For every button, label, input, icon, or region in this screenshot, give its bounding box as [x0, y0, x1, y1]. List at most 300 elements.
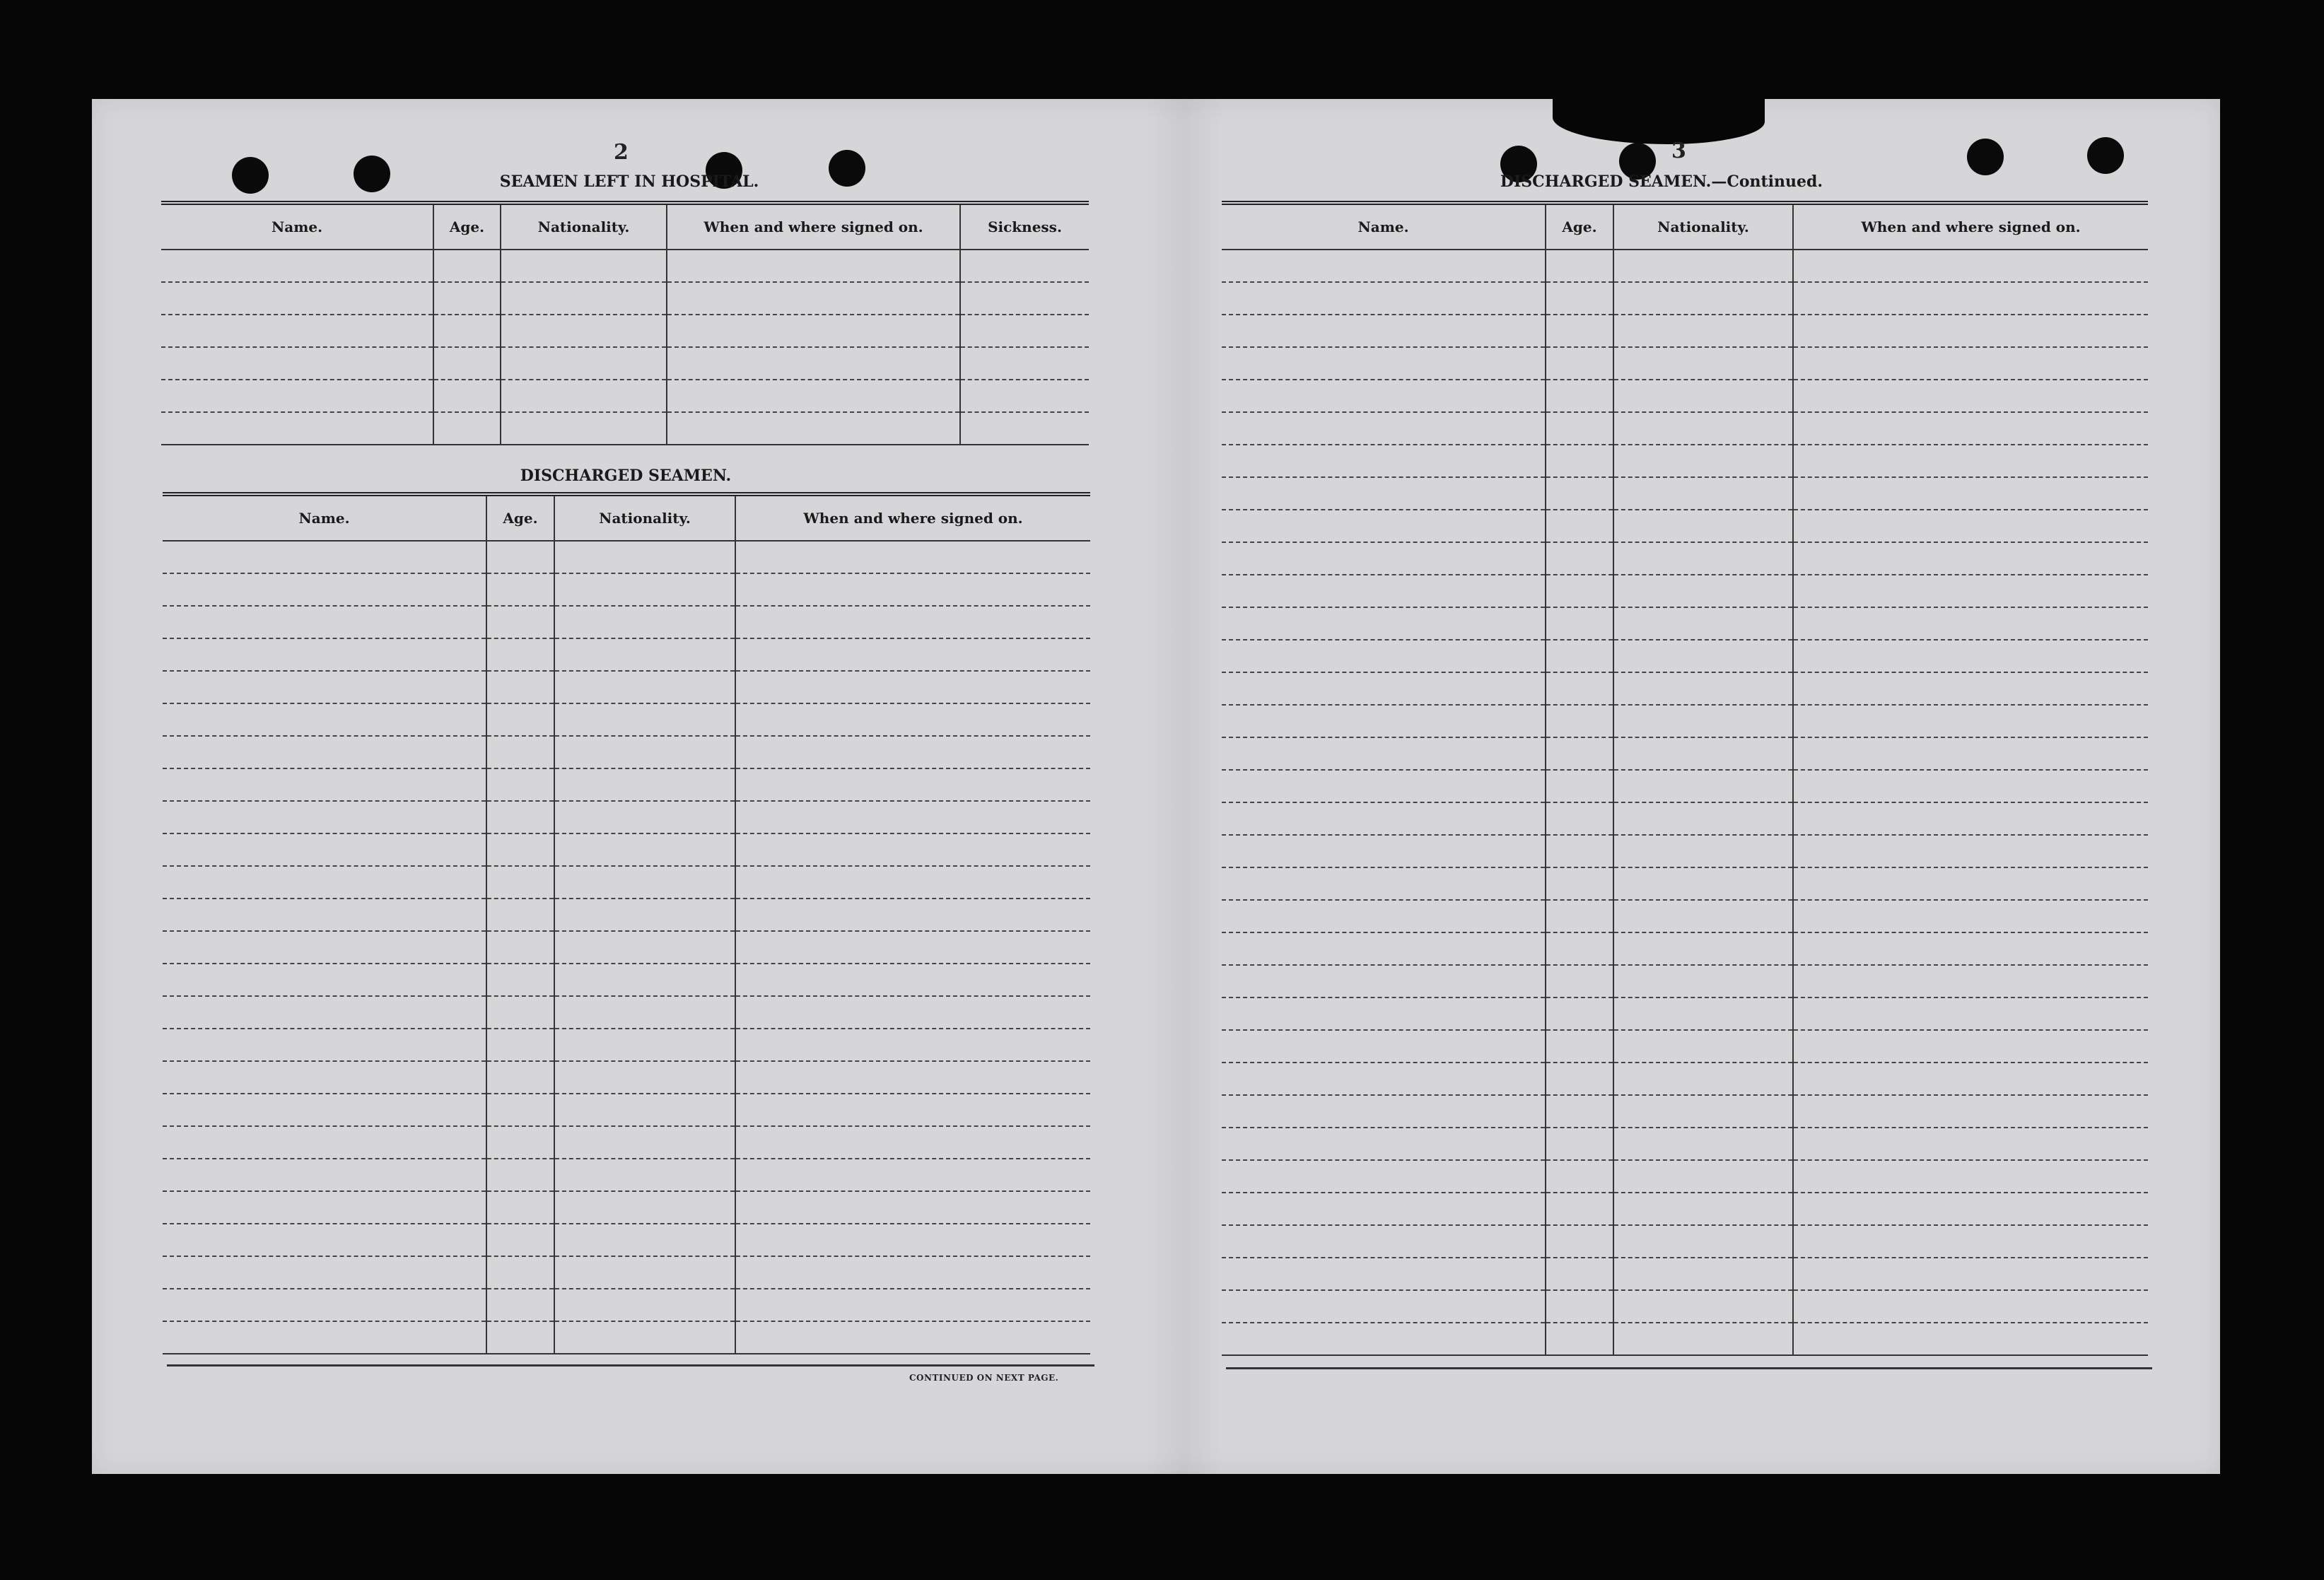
blank-cell: [1222, 445, 1546, 477]
blank-cell: [554, 638, 735, 671]
blank-cell: [163, 638, 486, 671]
blank-cell: [1613, 607, 1793, 640]
blank-cell: [1793, 737, 2148, 770]
discharged-table: [163, 492, 1090, 1354]
bottom-rule: [1226, 1367, 2152, 1369]
blank-cell: [735, 1061, 1090, 1094]
table-row: [163, 671, 1090, 703]
blank-cell: [1222, 770, 1546, 802]
blank-cell: [1793, 412, 2148, 445]
blank-cell: [1222, 542, 1546, 575]
hospital-table-body: [161, 250, 1089, 445]
blank-cell: [554, 1159, 735, 1191]
col-header-age: Age.: [433, 203, 501, 250]
blank-cell: [1546, 347, 1613, 380]
blank-cell: [1793, 1225, 2148, 1258]
blank-cell: [1222, 1095, 1546, 1128]
blank-cell: [1222, 640, 1546, 672]
blank-cell: [554, 1029, 735, 1061]
blank-cell: [1613, 1030, 1793, 1063]
blank-cell: [1613, 737, 1793, 770]
table-row: [1222, 1063, 2148, 1095]
blank-cell: [1613, 1128, 1793, 1160]
blank-cell: [1222, 997, 1546, 1030]
blank-cell: [433, 282, 501, 315]
table-row: [1222, 1258, 2148, 1290]
blank-cell: [1613, 835, 1793, 867]
table-row: [163, 833, 1090, 866]
table-row: [1222, 705, 2148, 737]
blank-cell: [163, 801, 486, 833]
blank-cell: [735, 899, 1090, 931]
blank-cell: [1546, 1160, 1613, 1193]
table-row: [163, 1256, 1090, 1289]
table-row: [1222, 997, 2148, 1030]
blank-cell: [1546, 802, 1613, 835]
blank-cell: [735, 671, 1090, 703]
table-row: [163, 801, 1090, 833]
table-row: [1222, 1323, 2148, 1355]
blank-cell: [486, 1061, 554, 1094]
blank-cell: [163, 931, 486, 964]
blank-cell: [1613, 1225, 1793, 1258]
table-row: [163, 996, 1090, 1029]
blank-cell: [163, 1256, 486, 1289]
table-row: [1222, 770, 2148, 802]
blank-cell: [486, 1256, 554, 1289]
blank-cell: [163, 899, 486, 931]
blank-cell: [1546, 932, 1613, 965]
blank-cell: [1546, 997, 1613, 1030]
blank-cell: [735, 1191, 1090, 1224]
table-row: [163, 964, 1090, 996]
blank-cell: [735, 801, 1090, 833]
blank-cell: [1793, 445, 2148, 477]
blank-cell: [486, 833, 554, 866]
table-row: [163, 931, 1090, 964]
blank-cell: [1613, 380, 1793, 412]
blank-cell: [1546, 1095, 1613, 1128]
blank-cell: [1222, 1225, 1546, 1258]
blank-cell: [1613, 802, 1793, 835]
blank-cell: [1546, 445, 1613, 477]
blank-cell: [1546, 640, 1613, 672]
blank-cell: [1546, 770, 1613, 802]
blank-cell: [1793, 640, 2148, 672]
blank-cell: [1793, 315, 2148, 347]
blank-cell: [667, 315, 960, 347]
blank-cell: [1222, 1128, 1546, 1160]
table-row: [1222, 802, 2148, 835]
blank-cell: [163, 1094, 486, 1126]
blank-cell: [1222, 705, 1546, 737]
table-row: [163, 1094, 1090, 1126]
table-row: [161, 282, 1089, 315]
blank-cell: [501, 315, 667, 347]
blank-cell: [1793, 770, 2148, 802]
blank-cell: [554, 703, 735, 736]
blank-cell: [1546, 867, 1613, 900]
blank-cell: [554, 1191, 735, 1224]
blank-cell: [1546, 672, 1613, 705]
blank-cell: [735, 964, 1090, 996]
table-row: [163, 1126, 1090, 1159]
col-header-sickness: Sickness.: [960, 203, 1089, 250]
col-header-nationality: Nationality.: [1613, 203, 1793, 250]
hospital-table: [161, 201, 1089, 445]
blank-cell: [554, 671, 735, 703]
blank-cell: [163, 1321, 486, 1354]
blank-cell: [486, 703, 554, 736]
col-header-nationality: Nationality.: [501, 203, 667, 250]
blank-cell: [486, 736, 554, 768]
blank-cell: [161, 250, 433, 282]
blank-cell: [1793, 510, 2148, 542]
blank-cell: [1793, 705, 2148, 737]
table-row: [1222, 477, 2148, 510]
blank-cell: [960, 282, 1089, 315]
blank-cell: [1546, 282, 1613, 315]
table-row: [1222, 672, 2148, 705]
blank-cell: [1793, 282, 2148, 315]
blank-cell: [1793, 965, 2148, 997]
blank-cell: [554, 1224, 735, 1256]
blank-cell: [486, 541, 554, 573]
blank-cell: [1222, 867, 1546, 900]
blank-cell: [163, 671, 486, 703]
table-row: [1222, 932, 2148, 965]
blank-cell: [735, 931, 1090, 964]
table-row: [1222, 900, 2148, 932]
blank-cell: [960, 347, 1089, 380]
blank-cell: [486, 899, 554, 931]
blank-cell: [1613, 900, 1793, 932]
blank-cell: [1793, 542, 2148, 575]
blank-cell: [554, 573, 735, 606]
blank-cell: [1222, 412, 1546, 445]
blank-cell: [1613, 867, 1793, 900]
punch-hole: [2087, 137, 2124, 174]
table-row: [163, 736, 1090, 768]
blank-cell: [554, 833, 735, 866]
table-row: [161, 412, 1089, 445]
blank-cell: [163, 1061, 486, 1094]
blank-cell: [735, 1094, 1090, 1126]
blank-cell: [554, 1256, 735, 1289]
blank-cell: [554, 1321, 735, 1354]
blank-cell: [735, 1224, 1090, 1256]
discharged-continued-title: DISCHARGED SEAMEN.—Continued.: [1500, 172, 1823, 191]
blank-cell: [1793, 1193, 2148, 1225]
discharged-continued-table-body: [1222, 250, 2148, 1355]
blank-cell: [735, 703, 1090, 736]
blank-cell: [1613, 445, 1793, 477]
blank-cell: [163, 703, 486, 736]
blank-cell: [1546, 607, 1613, 640]
blank-cell: [163, 1126, 486, 1159]
blank-cell: [667, 347, 960, 380]
blank-cell: [163, 1191, 486, 1224]
table-row: [1222, 835, 2148, 867]
page-number: 2: [614, 140, 629, 165]
table-row: [161, 347, 1089, 380]
blank-cell: [486, 866, 554, 899]
blank-cell: [1613, 412, 1793, 445]
table-row: [1222, 867, 2148, 900]
blank-cell: [1546, 965, 1613, 997]
table-row: [163, 541, 1090, 573]
blank-cell: [161, 315, 433, 347]
blank-cell: [735, 1321, 1090, 1354]
blank-cell: [433, 250, 501, 282]
blank-cell: [163, 1289, 486, 1321]
blank-cell: [486, 1191, 554, 1224]
blank-cell: [1793, 802, 2148, 835]
blank-cell: [554, 899, 735, 931]
table-row: [1222, 575, 2148, 607]
col-header-name: Name.: [161, 203, 433, 250]
blank-cell: [554, 931, 735, 964]
col-header-name: Name.: [1222, 203, 1546, 250]
blank-cell: [960, 250, 1089, 282]
blank-cell: [554, 606, 735, 638]
blank-cell: [735, 1159, 1090, 1191]
table-row: [1222, 737, 2148, 770]
blank-cell: [486, 964, 554, 996]
blank-cell: [1222, 737, 1546, 770]
punch-hole: [1967, 139, 2004, 175]
hospital-section-title: SEAMEN LEFT IN HOSPITAL.: [499, 172, 759, 191]
blank-cell: [1613, 1290, 1793, 1323]
table-row: [1222, 965, 2148, 997]
table-row: [163, 703, 1090, 736]
blank-cell: [501, 347, 667, 380]
blank-cell: [1222, 802, 1546, 835]
blank-cell: [486, 996, 554, 1029]
blank-cell: [735, 541, 1090, 573]
blank-cell: [1222, 477, 1546, 510]
blank-cell: [1793, 347, 2148, 380]
col-header-nationality: Nationality.: [554, 494, 735, 541]
blank-cell: [1222, 347, 1546, 380]
table-row: [163, 899, 1090, 931]
blank-cell: [1793, 250, 2148, 282]
blank-cell: [1546, 477, 1613, 510]
blank-cell: [163, 573, 486, 606]
blank-cell: [1793, 1290, 2148, 1323]
blank-cell: [1793, 1258, 2148, 1290]
blank-cell: [1613, 1160, 1793, 1193]
bottom-rule: [167, 1364, 1094, 1367]
blank-cell: [1793, 900, 2148, 932]
blank-cell: [1222, 1030, 1546, 1063]
blank-cell: [433, 412, 501, 445]
blank-cell: [1546, 835, 1613, 867]
table-row: [163, 768, 1090, 801]
blank-cell: [1546, 705, 1613, 737]
blank-cell: [1222, 510, 1546, 542]
blank-cell: [554, 996, 735, 1029]
table-row: [1222, 640, 2148, 672]
blank-cell: [554, 1094, 735, 1126]
blank-cell: [1222, 380, 1546, 412]
blank-cell: [1546, 1128, 1613, 1160]
table-row: [163, 1224, 1090, 1256]
blank-cell: [1793, 380, 2148, 412]
blank-cell: [1222, 1160, 1546, 1193]
blank-cell: [1793, 835, 2148, 867]
blank-cell: [960, 315, 1089, 347]
blank-cell: [1613, 1095, 1793, 1128]
blank-cell: [1613, 770, 1793, 802]
blank-cell: [1613, 575, 1793, 607]
blank-cell: [1793, 867, 2148, 900]
blank-cell: [486, 606, 554, 638]
blank-cell: [1546, 1323, 1613, 1355]
blank-cell: [1793, 1128, 2148, 1160]
blank-cell: [486, 671, 554, 703]
blank-cell: [1222, 835, 1546, 867]
blank-cell: [163, 736, 486, 768]
blank-cell: [1222, 315, 1546, 347]
blank-cell: [960, 412, 1089, 445]
table-row: [163, 573, 1090, 606]
blank-cell: [486, 1126, 554, 1159]
blank-cell: [1793, 932, 2148, 965]
blank-cell: [1546, 510, 1613, 542]
table-row: [1222, 542, 2148, 575]
blank-cell: [554, 866, 735, 899]
table-row: [163, 866, 1090, 899]
blank-cell: [735, 573, 1090, 606]
blank-cell: [433, 380, 501, 412]
blank-cell: [1793, 672, 2148, 705]
blank-cell: [1222, 1258, 1546, 1290]
col-header-age: Age.: [1546, 203, 1613, 250]
blank-cell: [1546, 1258, 1613, 1290]
col-header-signed-on: When and where signed on.: [667, 203, 960, 250]
blank-cell: [433, 315, 501, 347]
blank-cell: [163, 996, 486, 1029]
col-header-signed-on: When and where signed on.: [1793, 203, 2148, 250]
blank-cell: [1613, 1258, 1793, 1290]
blank-cell: [486, 768, 554, 801]
blank-cell: [1546, 412, 1613, 445]
blank-cell: [1793, 1323, 2148, 1355]
table-row: [1222, 1225, 2148, 1258]
blank-cell: [1546, 900, 1613, 932]
table-row: [161, 380, 1089, 412]
blank-cell: [735, 638, 1090, 671]
blank-cell: [163, 541, 486, 573]
table-row: [163, 1029, 1090, 1061]
table-row: [163, 606, 1090, 638]
blank-cell: [486, 573, 554, 606]
blank-cell: [735, 1289, 1090, 1321]
blank-cell: [735, 996, 1090, 1029]
blank-cell: [554, 768, 735, 801]
blank-cell: [501, 380, 667, 412]
table-row: [1222, 1030, 2148, 1063]
blank-cell: [161, 347, 433, 380]
blank-cell: [163, 768, 486, 801]
blank-cell: [501, 412, 667, 445]
blank-cell: [735, 1029, 1090, 1061]
blank-cell: [1546, 1030, 1613, 1063]
blank-cell: [486, 931, 554, 964]
table-row: [163, 638, 1090, 671]
blank-cell: [1613, 705, 1793, 737]
blank-cell: [161, 412, 433, 445]
blank-cell: [1546, 737, 1613, 770]
blank-cell: [1222, 900, 1546, 932]
blank-cell: [1222, 575, 1546, 607]
blank-cell: [501, 250, 667, 282]
blank-cell: [1222, 607, 1546, 640]
blank-cell: [1613, 932, 1793, 965]
blank-cell: [1222, 1063, 1546, 1095]
blank-cell: [1613, 1323, 1793, 1355]
table-row: [1222, 412, 2148, 445]
blank-cell: [1793, 1160, 2148, 1193]
blank-cell: [554, 1126, 735, 1159]
blank-cell: [163, 866, 486, 899]
blank-cell: [1613, 510, 1793, 542]
table-row: [1222, 445, 2148, 477]
blank-cell: [1793, 575, 2148, 607]
page-gutter: [1145, 99, 1223, 1474]
blank-cell: [486, 638, 554, 671]
page-number: 3: [1671, 139, 1686, 163]
blank-cell: [1613, 282, 1793, 315]
blank-cell: [1613, 1063, 1793, 1095]
blank-cell: [1546, 575, 1613, 607]
punch-hole: [354, 156, 390, 192]
blank-cell: [163, 1224, 486, 1256]
discharged-section-title: DISCHARGED SEAMEN.: [520, 467, 732, 485]
blank-cell: [1546, 542, 1613, 575]
blank-cell: [1546, 1290, 1613, 1323]
table-row: [1222, 1290, 2148, 1323]
table-row: [1222, 1160, 2148, 1193]
table-row: [1222, 1095, 2148, 1128]
table-row: [1222, 607, 2148, 640]
table-row: [1222, 315, 2148, 347]
blank-cell: [1222, 672, 1546, 705]
table-row: [163, 1159, 1090, 1191]
blank-cell: [735, 1256, 1090, 1289]
col-header-signed-on: When and where signed on.: [735, 494, 1090, 541]
blank-cell: [161, 282, 433, 315]
table-row: [1222, 1128, 2148, 1160]
blank-cell: [735, 866, 1090, 899]
blank-cell: [1793, 477, 2148, 510]
col-header-age: Age.: [486, 494, 554, 541]
blank-cell: [1222, 932, 1546, 965]
table-row: [1222, 510, 2148, 542]
blank-cell: [1222, 1193, 1546, 1225]
blank-cell: [1613, 477, 1793, 510]
blank-cell: [1613, 250, 1793, 282]
blank-cell: [735, 736, 1090, 768]
blank-cell: [1546, 380, 1613, 412]
blank-cell: [1222, 1290, 1546, 1323]
blank-cell: [163, 1159, 486, 1191]
punch-hole: [232, 157, 269, 194]
table-row: [163, 1321, 1090, 1354]
table-row: [1222, 282, 2148, 315]
blank-cell: [1546, 1063, 1613, 1095]
